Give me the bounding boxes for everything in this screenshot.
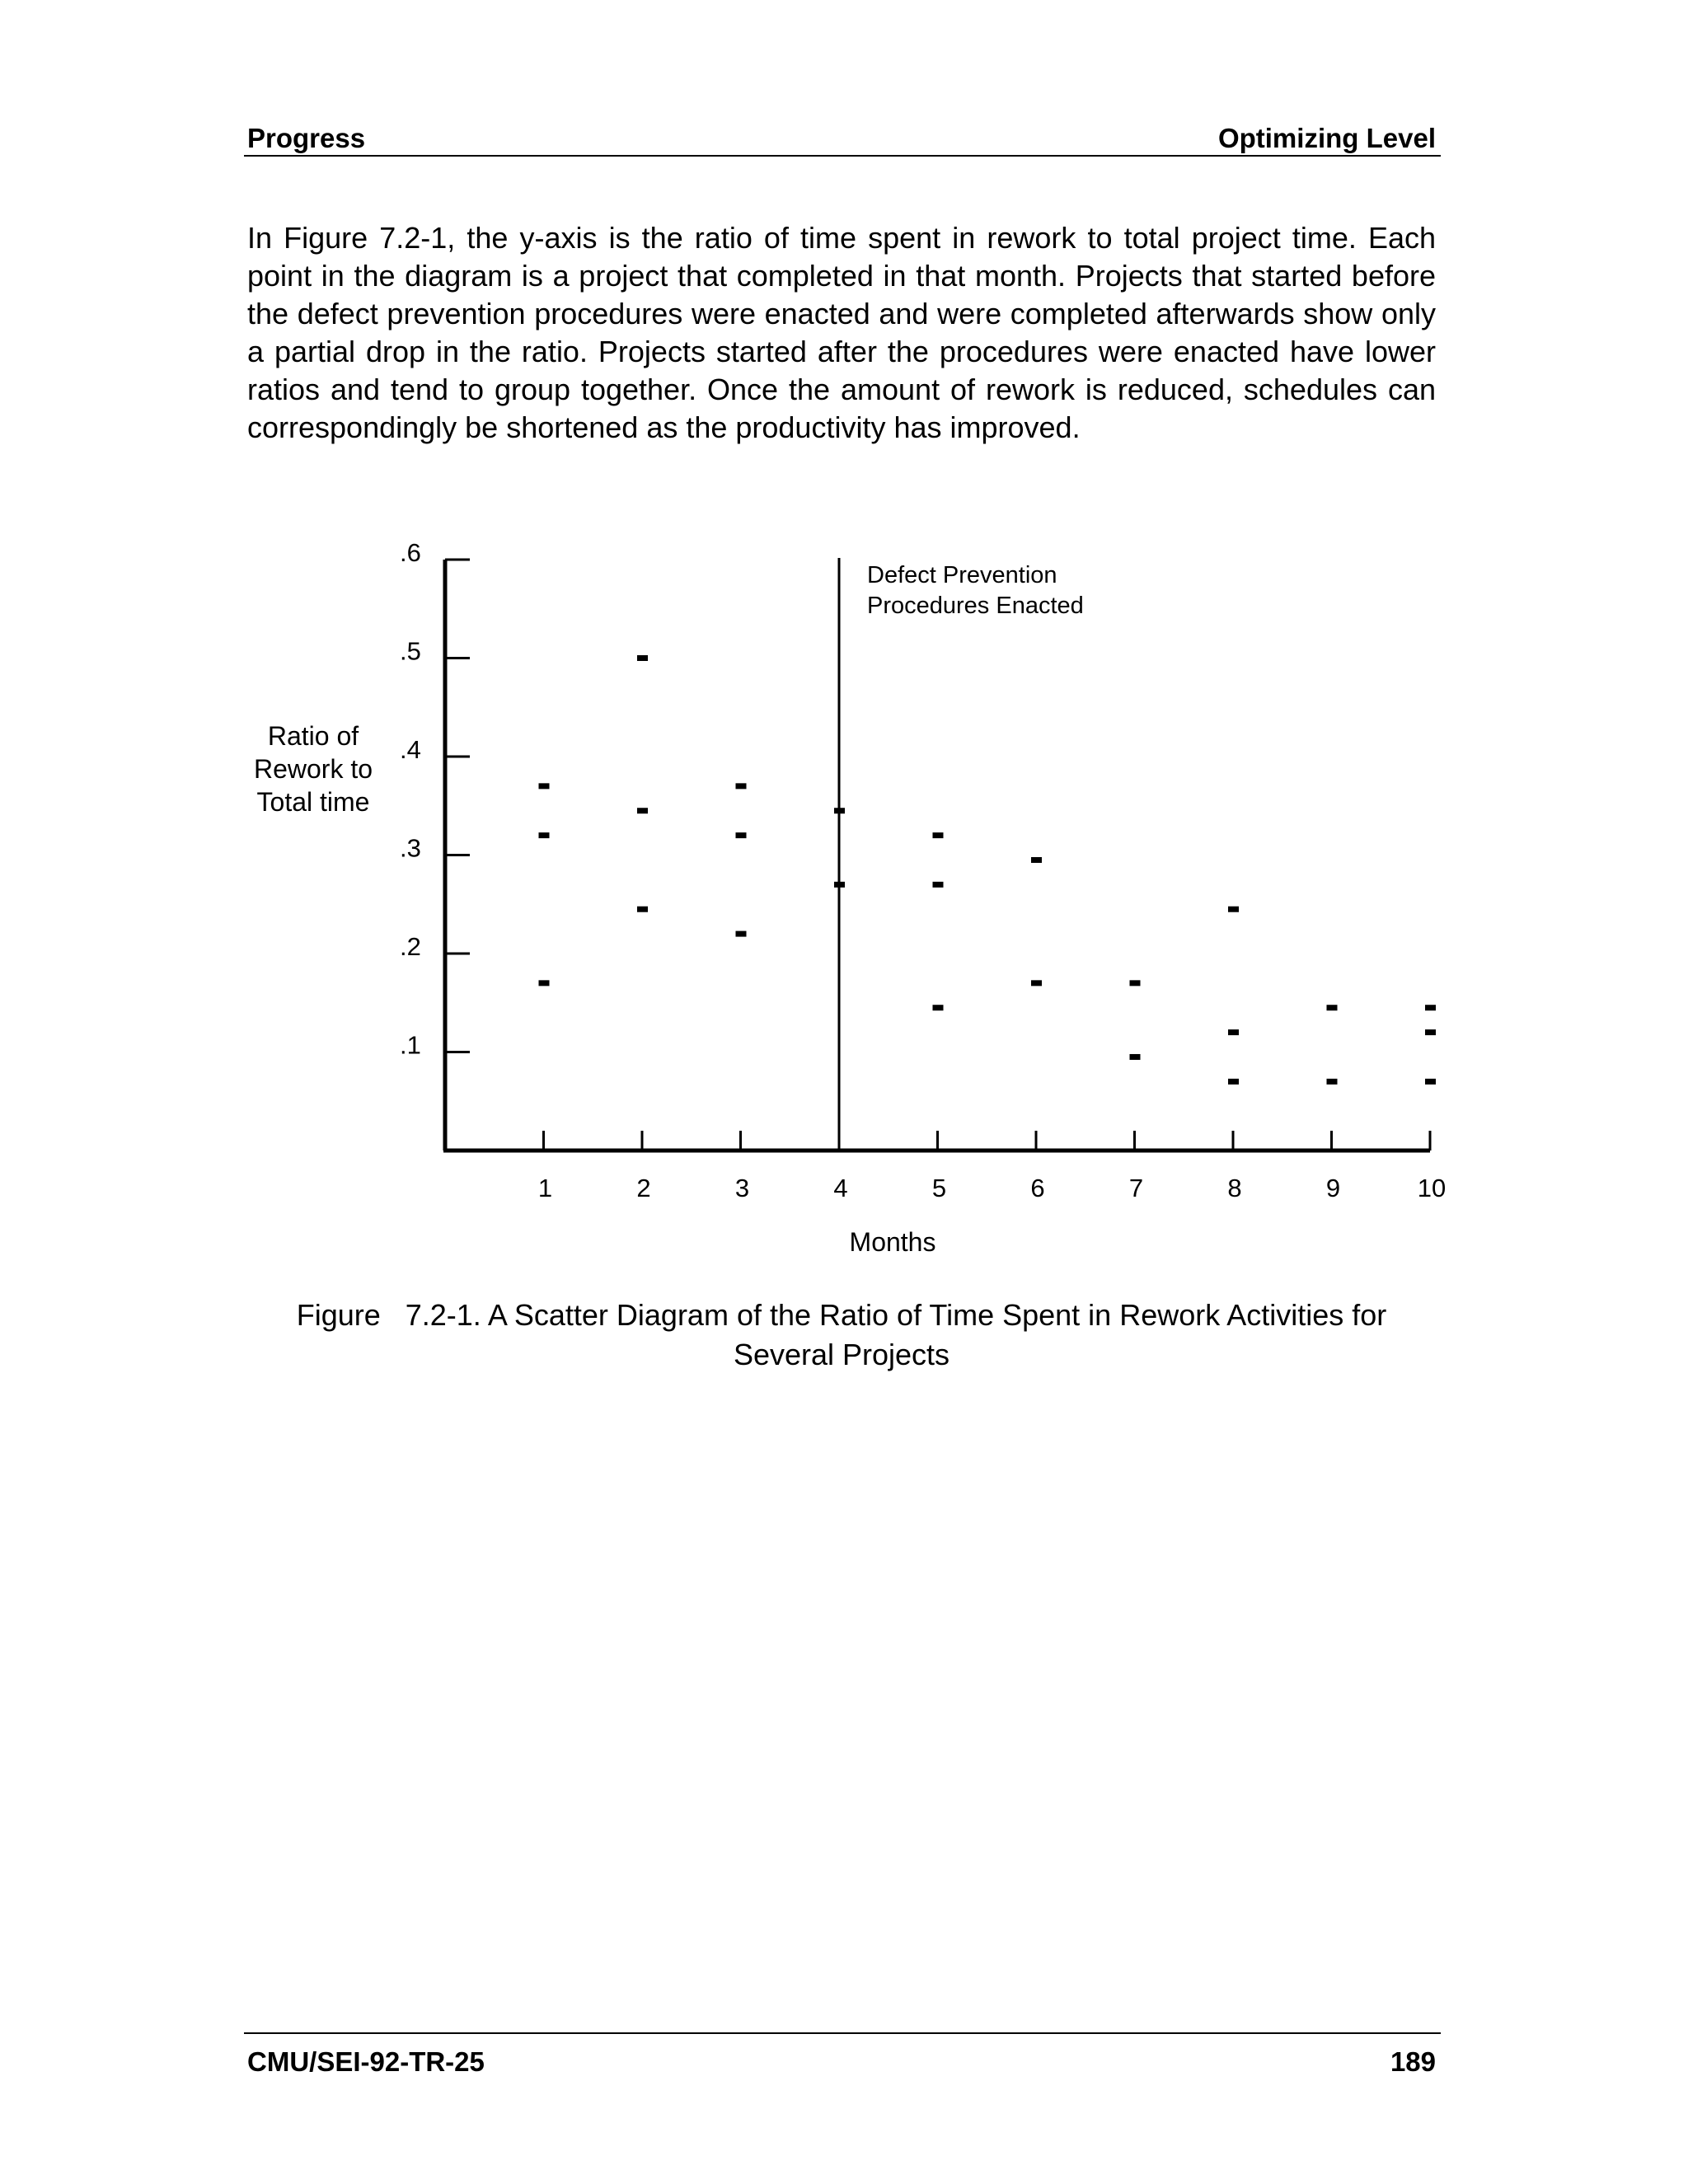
body-paragraph: In Figure 7.2-1, the y-axis is the ratio of time spent in rework to total project time. Each point in the diagram is a project that completed in that month. Projects that started before the defect prevention procedures were enacted and were completed afterwards show only a partial drop in the ratio. Projects started after the procedures were enacted have lower ratios and tend to group together. Once the amount of rework is reduced, schedules can correspondingly be shortened as the productivity has improved. [247, 221, 1436, 444]
page-number: 189 [1390, 2046, 1436, 2077]
data-point [1228, 1079, 1239, 1085]
data-point [933, 1005, 944, 1010]
data-point [1228, 907, 1239, 912]
chart-plot-area [254, 538, 1446, 1257]
data-point [736, 832, 747, 838]
data-point [736, 783, 747, 789]
x-tick-label: 8 [1227, 1174, 1242, 1202]
footer-report-id: CMU/SEI-92-TR-25 [247, 2046, 485, 2077]
data-point [1031, 857, 1042, 863]
data-point [539, 783, 550, 789]
data-point [933, 882, 944, 888]
data-point [1130, 980, 1141, 986]
data-point [1327, 1079, 1338, 1085]
annotation-label: Defect Prevention [867, 562, 1057, 588]
y-tick-label: .1 [400, 1030, 421, 1060]
x-tick-label: 7 [1128, 1174, 1144, 1202]
data-point [1327, 1005, 1338, 1010]
data-point [933, 832, 944, 838]
figure-caption [247, 1296, 1436, 1375]
caption-line-2: Several Projects [733, 1338, 950, 1371]
x-tick-label: 2 [636, 1174, 651, 1202]
data-point [637, 808, 648, 813]
data-point [1228, 1029, 1239, 1035]
data-point [736, 931, 747, 937]
data-point [834, 808, 845, 813]
caption-line-1: Figure 7.2-1. A Scatter Diagram of the Ratio of Time Spent in Rework Activities for [296, 1298, 1387, 1332]
data-point [1031, 980, 1042, 986]
data-point [1130, 1054, 1141, 1060]
x-tick-label: 1 [537, 1174, 553, 1202]
x-tick-label: 3 [734, 1174, 750, 1202]
data-point [637, 907, 648, 912]
y-tick-label: .6 [400, 538, 421, 567]
page-footer [244, 2032, 1441, 2083]
y-tick-label: .5 [400, 636, 421, 666]
x-tick-label: 9 [1325, 1174, 1341, 1202]
x-tick-label: 5 [931, 1174, 947, 1202]
header-chapter-title: Optimizing Level [1217, 123, 1436, 153]
data-point [1425, 1029, 1436, 1035]
y-tick-label: .4 [400, 735, 421, 764]
data-point [834, 882, 845, 888]
y-axis-title: Ratio of [267, 721, 359, 751]
header-section-title: Progress [247, 123, 366, 153]
data-point [539, 832, 550, 838]
x-axis-title: Months [849, 1227, 936, 1257]
data-point [1425, 1079, 1436, 1085]
data-point [637, 655, 648, 661]
x-tick-label: 10 [1417, 1174, 1447, 1202]
y-tick-label: .2 [400, 932, 421, 961]
x-tick-label: 4 [833, 1174, 848, 1202]
y-tick-label: .3 [400, 833, 421, 863]
annotation-label: Procedures Enacted [867, 593, 1084, 619]
x-tick-label: 6 [1030, 1174, 1045, 1202]
y-axis-title: Total time [256, 787, 370, 817]
data-point [1425, 1005, 1436, 1010]
y-axis-title: Rework to [253, 754, 373, 784]
data-point [539, 980, 550, 986]
